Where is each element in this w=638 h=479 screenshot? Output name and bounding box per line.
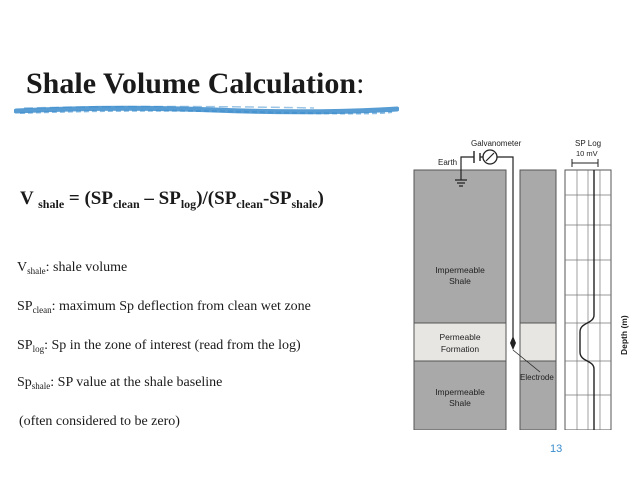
sp-log-label: SP Log [575,139,602,148]
formula-subscript: log [180,197,197,211]
definition-symbol: SP [17,338,33,353]
definition-spclean [17,299,311,315]
scale-label: 10 mV [576,149,598,158]
formula-part: -SP [262,188,292,209]
electrode-icon [510,336,516,350]
definition-symbol: V [17,260,28,275]
definition-text: : Sp in the zone of interest (read from the log) [44,338,301,353]
permeable-formation-label: Permeable [439,332,481,342]
formula-v: V [20,188,34,209]
formula-part: )/(SP [196,188,237,209]
impermeable-shale-upper [414,170,506,323]
impermeable-shale-upper-label: Impermeable [435,265,485,275]
borehole-permeable [520,323,556,361]
definition-vshale [17,260,127,276]
permeable-formation-layer [414,323,506,361]
scale-marker-icon [572,159,598,167]
electrode-label: Electrode [520,373,554,382]
slide-title [26,67,364,101]
impermeable-shale-lower-label-2: Shale [449,398,471,408]
borehole-upper [520,170,556,323]
definition-subscript: shale [27,266,46,276]
definition-symbol: Sp [17,375,32,390]
definition-text: : SP value at the shale baseline [50,375,223,390]
permeable-formation-label-2: Formation [440,344,480,354]
definition-spshale [17,375,222,391]
definition-text: : shale volume [45,260,128,275]
definition-splog [17,338,301,354]
slide-title-colon: : [356,67,365,100]
impermeable-shale-upper-label-2: Shale [449,276,471,286]
impermeable-shale-lower-label: Impermeable [435,387,485,397]
shale-volume-formula [20,188,324,212]
formula-subscript: clean [112,197,140,211]
formula-v-subscript: shale [38,197,65,211]
formula-part: – SP [139,188,181,209]
sp-log-diagram [405,130,633,430]
definition-subscript: shale [31,381,51,391]
slide-title-text: Shale Volume Calculation [26,67,357,100]
formula-subscript: clean [236,197,263,211]
definition-symbol: SP [17,299,33,314]
formula-subscript: shale [291,197,318,211]
definition-text: : maximum Sp deflection from clean wet zone [51,299,311,314]
definition-note: (often considered to be zero) [19,414,180,429]
page-number: 13 [550,443,563,455]
definition-subscript: clean [32,305,52,315]
galvanometer-label: Galvanometer [471,139,522,148]
title-underline-brush [14,104,399,118]
formula-part: ) [317,188,324,209]
borehole-lower [520,361,556,430]
depth-axis-label: Depth (m) [619,315,629,355]
formula-part: = (SP [64,188,113,209]
earth-label: Earth [438,158,458,167]
definition-subscript: log [32,344,45,354]
